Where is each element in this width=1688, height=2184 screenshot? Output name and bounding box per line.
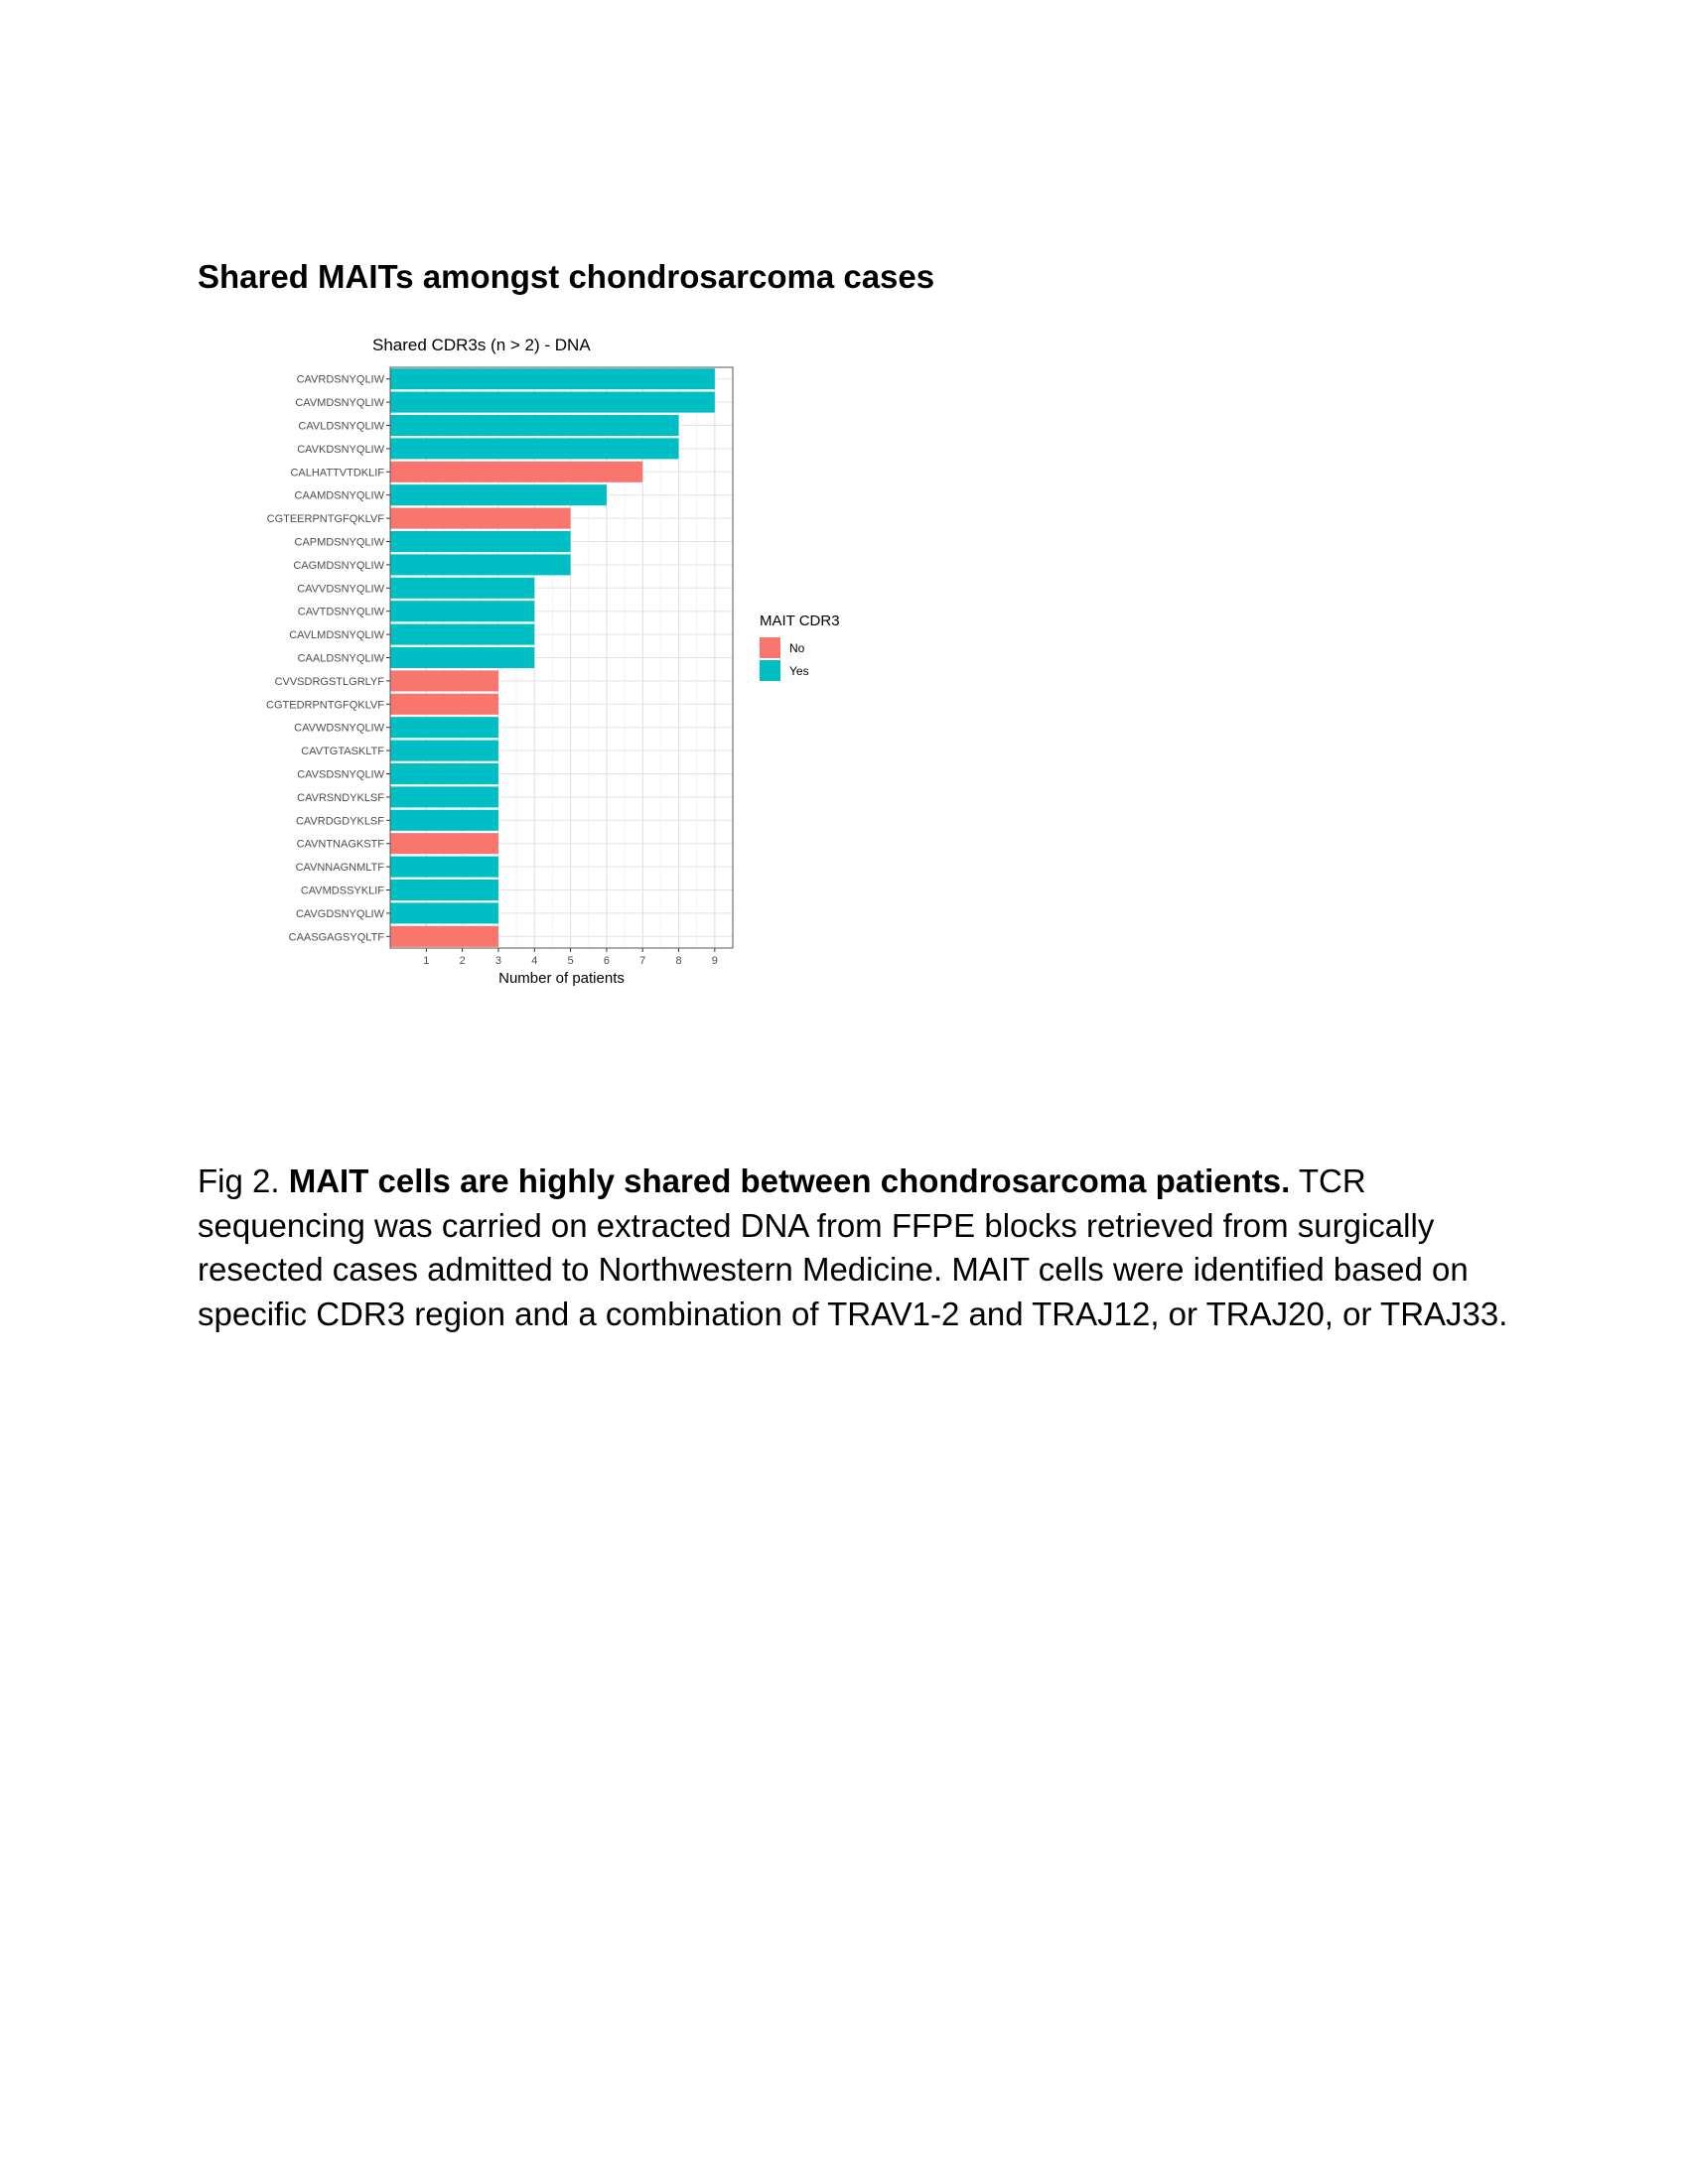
bar [390,670,498,691]
x-tick-label: 8 [675,955,682,967]
chart-title: Shared CDR3s (n > 2) - DNA [372,336,591,354]
y-tick-label: CAVWDSNYQLIW [294,722,384,735]
bar [390,763,498,784]
caption-prefix: Fig 2. [198,1162,289,1199]
x-tick-label: 3 [494,955,502,967]
bar [390,717,498,738]
y-tick-label: CAVGDSNYQLIW [295,907,384,920]
bar [390,531,571,552]
bar [390,578,534,599]
x-tick-label: 6 [603,955,610,967]
y-tick-label: CAVRDGDYKLSF [295,815,384,828]
bar [390,880,498,900]
y-tick-label: CAVMDSSYKLIF [300,885,384,897]
bar [390,438,679,459]
y-tick-label: CAVMDSNYQLIW [295,397,384,410]
y-tick-label: CAALDSNYQLIW [297,652,384,665]
bar [390,926,498,947]
y-tick-label: CAVSDSNYQLIW [297,768,384,781]
y-tick-label: CAVVDSNYQLIW [297,583,384,596]
x-axis-label: Number of patients [498,970,625,987]
y-tick-label: CGTEERPNTGFQKLVF [266,513,384,526]
bar [390,392,715,413]
caption-bold-title: MAIT cells are highly shared between chondrosarcoma patients. [288,1162,1291,1199]
legend-key [760,637,780,658]
bar [390,786,498,807]
y-tick-label: CAVRDSNYQLIW [296,373,384,386]
bar [390,647,534,668]
bar [390,694,498,715]
legend [760,613,840,681]
x-tick-label: 1 [423,955,430,967]
bar [390,415,679,436]
y-tick-label: CAASGAGSYQLTF [288,931,384,944]
legend-label: No [789,641,805,655]
y-tick-label: CAPMDSNYQLIW [294,536,384,549]
bar [390,554,571,575]
y-tick-label: CAVLDSNYQLIW [298,420,384,433]
y-tick-label: CAVNNAGNMLTF [295,862,384,875]
bar [390,368,715,389]
y-tick-label: CAVTGTASKLTF [301,746,384,758]
y-tick-label: CVVSDRGSTLGRLYF [274,675,384,688]
figure-heading: Shared MAITs amongst chondrosarcoma cases [198,258,935,295]
y-tick-label: CAVKDSNYQLIW [297,443,384,456]
bar [390,857,498,878]
bar [390,810,498,831]
figure-caption [198,1160,1528,1336]
bar [390,741,498,761]
x-tick-label: 4 [531,955,538,967]
y-tick-label: CAVTDSNYQLIW [297,606,384,618]
x-tick-label: 9 [711,955,718,967]
y-tick-label: CGTEDRPNTGFQKLVF [266,699,384,712]
y-tick-label: CAVLMDSNYQLIW [289,629,384,642]
y-tick-labels [266,374,390,944]
bar [390,902,498,923]
y-tick-label: CAAMDSNYQLIW [294,489,384,502]
bar [390,601,534,621]
y-tick-label: CAVRSNDYKLSF [297,791,384,804]
bar [390,833,498,854]
bar [390,462,642,482]
bar [390,508,571,529]
x-tick-label: 7 [639,955,646,967]
bar-chart [213,328,889,1003]
legend-label: Yes [789,664,809,678]
y-tick-label: CAGMDSNYQLIW [293,559,384,572]
legend-key [760,660,780,681]
bar [390,624,534,645]
caption-body: TCR sequencing was carried on extracted DNA from FFPE blocks retrieved from surgically resected cases admitted to Northwestern Medicine. MAIT cells were identified based on specific CDR3 region and a combination of TRAV1-2 and TRAJ12, or TRAJ20, or TRAJ33. [198,1162,1508,1332]
x-tick-labels [423,948,718,967]
y-tick-label: CALHATTVTDKLIF [290,467,384,479]
bar [390,484,607,505]
x-tick-label: 5 [567,955,574,967]
y-tick-label: CAVNTNAGKSTF [296,838,384,851]
legend-title: MAIT CDR3 [760,613,840,629]
chart-svg [213,328,889,1003]
x-tick-label: 2 [459,955,466,967]
